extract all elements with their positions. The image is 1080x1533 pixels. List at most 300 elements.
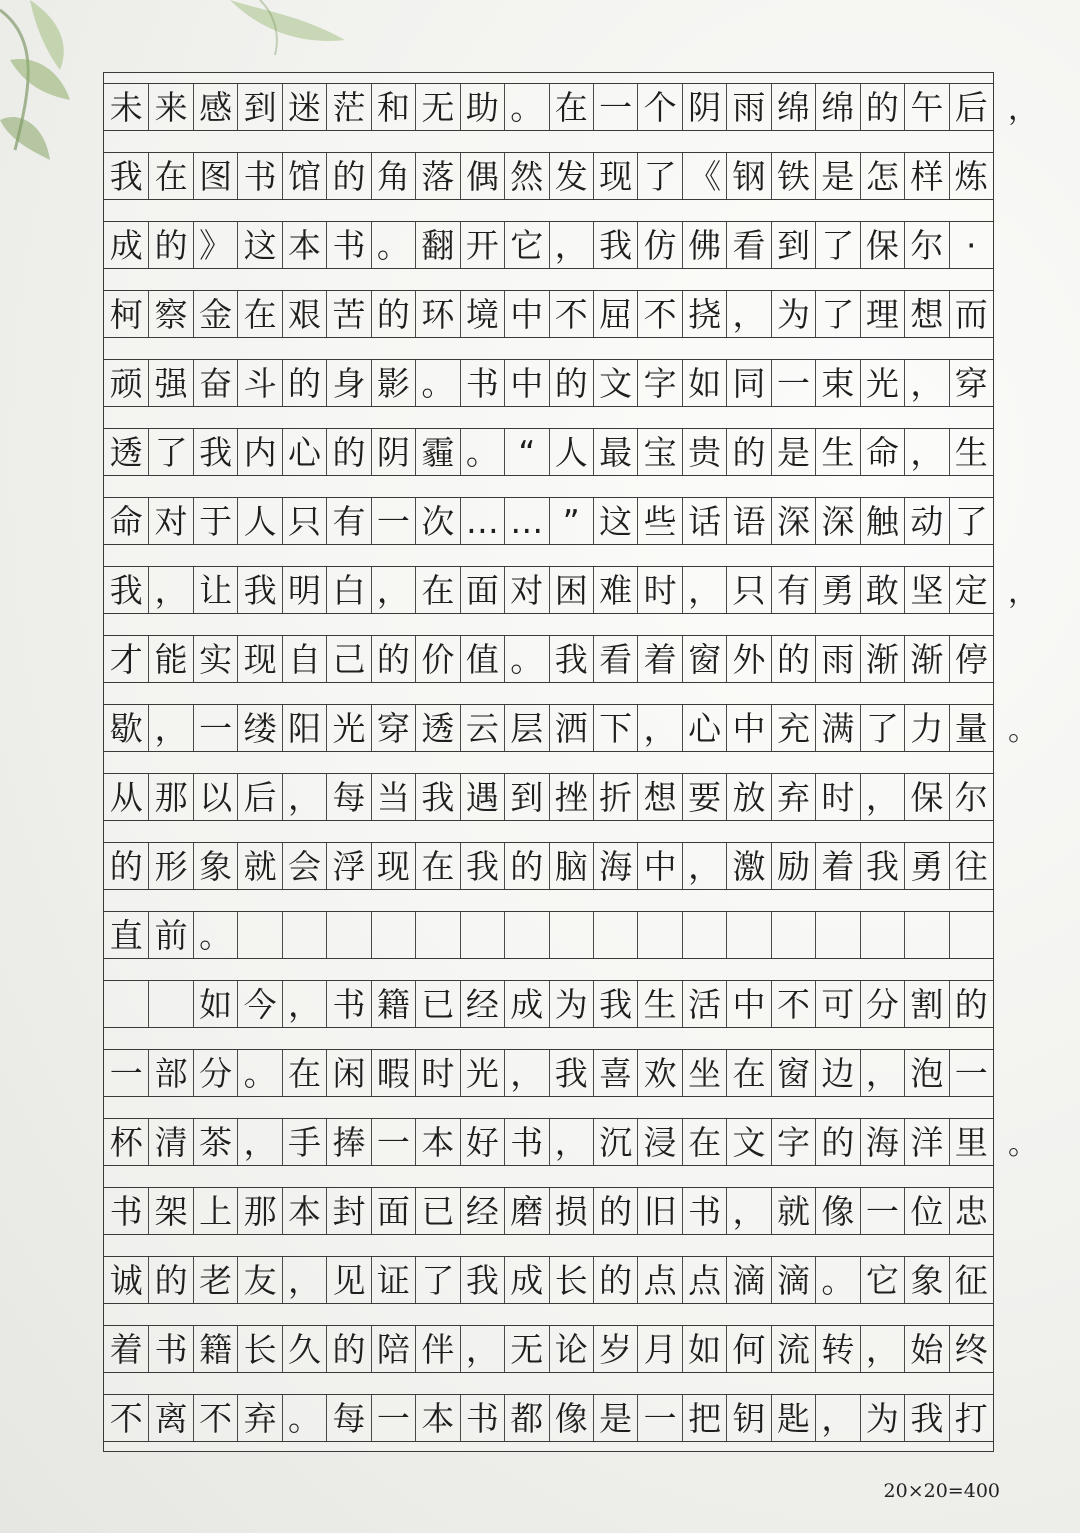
grid-row (104, 566, 993, 614)
grid-cell: 内 (237, 429, 281, 475)
grid-cell: 直 (109, 915, 143, 955)
grid-cell: 流 (771, 1326, 815, 1372)
grid-cell: 勇 (904, 843, 948, 889)
grid-cell (771, 912, 815, 958)
grid-cell: ， (282, 981, 326, 1027)
grid-cell: 论 (549, 1326, 593, 1372)
grid-row (104, 359, 993, 407)
grid-cell: 困 (549, 567, 593, 613)
grid-cell: 友 (237, 1257, 281, 1303)
grid-cell: 可 (815, 981, 859, 1027)
grid-cell: 着 (815, 843, 859, 889)
grid-cell: 茫 (326, 84, 370, 130)
grid-cell: 。 (282, 1395, 326, 1441)
grid-cell: 绵 (815, 84, 859, 130)
grid-cell: 人 (237, 498, 281, 544)
grid-cell: 光 (460, 1050, 504, 1096)
grid-cell (504, 912, 548, 958)
grid-cell: 苦 (326, 291, 370, 337)
grid-cell: 深 (771, 498, 815, 544)
grid-cell: 我 (860, 843, 904, 889)
grid-cell: 喜 (593, 1050, 637, 1096)
grid-cell: 本 (415, 1119, 459, 1165)
grid-cell: 雨 (815, 636, 859, 682)
grid-cell: 不 (771, 981, 815, 1027)
grid-cell: 边 (815, 1050, 859, 1096)
grid-cell: 就 (237, 843, 281, 889)
grid-cell: 见 (326, 1257, 370, 1303)
grid-cell: 经 (460, 1188, 504, 1234)
grid-cell: 一 (771, 360, 815, 406)
grid-cell: 在 (726, 1050, 770, 1096)
grid-cell: 的 (371, 291, 415, 337)
grid-cell: 时 (637, 567, 681, 613)
grid-cell: 激 (726, 843, 770, 889)
grid-cell: … (460, 498, 504, 544)
grid-cell: 现 (371, 843, 415, 889)
grid-cell: ， (726, 291, 770, 337)
grid-cell: 匙 (771, 1395, 815, 1441)
grid-cell: 的 (371, 636, 415, 682)
grid-cell: ， (371, 567, 415, 613)
grid-cell (326, 912, 370, 958)
grid-cell: 这 (237, 222, 281, 268)
grid-cell: 久 (282, 1326, 326, 1372)
grid-cell: 实 (193, 636, 237, 682)
grid-row (104, 635, 993, 683)
grid-cell: 以 (193, 774, 237, 820)
grid-cell: 理 (860, 291, 904, 337)
grid-cell: 渐 (904, 636, 948, 682)
grid-cell: 量 (949, 705, 993, 751)
grid-cell: 艰 (282, 291, 326, 337)
grid-cell: 雨 (726, 84, 770, 130)
grid-cell: 封 (326, 1188, 370, 1234)
grid-cell: 证 (371, 1257, 415, 1303)
grid-row (104, 1325, 993, 1373)
grid-cell: 。 (371, 222, 415, 268)
grid-cell: 活 (682, 981, 726, 1027)
grid-cell: 的 (860, 84, 904, 130)
grid-cell: 些 (637, 498, 681, 544)
grid-cell: 价 (415, 636, 459, 682)
grid-cell: 终 (949, 1326, 993, 1372)
grid-cell (282, 912, 326, 958)
grid-cell: 茶 (193, 1119, 237, 1165)
grid-row (104, 428, 993, 476)
grid-cell: 了 (949, 498, 993, 544)
grid-cell: 面 (460, 567, 504, 613)
grid-cell: 斗 (237, 360, 281, 406)
grid-cell: 顽 (109, 363, 143, 403)
grid-cell: 的 (148, 1257, 192, 1303)
grid-cell: 到 (237, 84, 281, 130)
grid-cell: 尔 (904, 222, 948, 268)
grid-cell: 经 (460, 981, 504, 1027)
grid-cell: 来 (148, 84, 192, 130)
grid-cell: 书 (326, 222, 370, 268)
grid-cell: 触 (860, 498, 904, 544)
grid-cell: 象 (193, 843, 237, 889)
grid-cell: 而 (949, 291, 993, 337)
grid-cell: 阳 (282, 705, 326, 751)
grid-cell: 坐 (682, 1050, 726, 1096)
grid-cell: 尔 (949, 774, 993, 820)
grid-cell: 的 (771, 636, 815, 682)
grid-cell: ， (815, 1395, 859, 1441)
grid-cell: 有 (771, 567, 815, 613)
grid-cell: 次 (415, 498, 459, 544)
grid-cell: 深 (815, 498, 859, 544)
grid-cell: 想 (904, 291, 948, 337)
grid-cell: 的 (726, 429, 770, 475)
grid-cell (104, 981, 148, 1027)
grid-cell: 对 (504, 567, 548, 613)
grid-cell: 后 (237, 774, 281, 820)
grid-cell: 老 (193, 1257, 237, 1303)
grid-cell: 到 (504, 774, 548, 820)
grid-cell: 分 (193, 1050, 237, 1096)
grid-row (104, 221, 993, 269)
grid-cell: 着 (109, 1329, 143, 1369)
grid-cell: 为 (549, 981, 593, 1027)
grid-cell: 每 (326, 1395, 370, 1441)
grid-cell: 我 (593, 222, 637, 268)
grid-cell: 的 (593, 1188, 637, 1234)
grid-cell: 屈 (593, 291, 637, 337)
manuscript-grid-paper (103, 72, 994, 1452)
grid-cell: 书 (460, 1395, 504, 1441)
grid-cell: 仿 (637, 222, 681, 268)
grid-cell: 勇 (815, 567, 859, 613)
grid-cell: 绵 (771, 84, 815, 130)
grid-cell: 。 (504, 636, 548, 682)
grid-cell: 的 (593, 1257, 637, 1303)
margin-punctuation: ， (1008, 575, 1038, 610)
grid-cell: 像 (815, 1188, 859, 1234)
grid-cell: 陪 (371, 1326, 415, 1372)
grid-cell: 书 (326, 981, 370, 1027)
margin-punctuation: ， (1008, 92, 1038, 127)
grid-cell: 在 (415, 843, 459, 889)
grid-cell (148, 981, 192, 1027)
grid-cell: 暇 (371, 1050, 415, 1096)
grid-cell: 长 (237, 1326, 281, 1372)
grid-cell (949, 912, 993, 958)
grid-cell: 本 (415, 1395, 459, 1441)
grid-cell: 歇 (109, 708, 143, 748)
grid-cell: 中 (504, 291, 548, 337)
grid-row (104, 1049, 993, 1097)
grid-cell: 伴 (415, 1326, 459, 1372)
grid-cell: 中 (637, 843, 681, 889)
grid-cell: 到 (771, 222, 815, 268)
grid-cell: ， (682, 567, 726, 613)
grid-cell: 洋 (904, 1119, 948, 1165)
grid-cell: 。 (415, 360, 459, 406)
grid-cell: 弃 (237, 1395, 281, 1441)
grid-cell: 一 (593, 84, 637, 130)
grid-cell: 生 (637, 981, 681, 1027)
grid-cell: 文 (726, 1119, 770, 1165)
grid-cell (726, 912, 770, 958)
grid-cell: 要 (682, 774, 726, 820)
grid-cell: 着 (637, 636, 681, 682)
grid-cell (593, 912, 637, 958)
grid-cell: 成 (504, 1257, 548, 1303)
grid-cell: 的 (282, 360, 326, 406)
grid-cell: 沉 (593, 1119, 637, 1165)
grid-cell: 柯 (109, 294, 143, 334)
grid-row (104, 842, 993, 890)
grid-cell: 何 (726, 1326, 770, 1372)
grid-cell: 在 (415, 567, 459, 613)
grid-cell: 旧 (637, 1188, 681, 1234)
grid-cell: 捧 (326, 1119, 370, 1165)
grid-cell: 光 (860, 360, 904, 406)
grid-cell: 字 (637, 360, 681, 406)
grid-cell: 定 (949, 567, 993, 613)
grid-cell: 只 (726, 567, 770, 613)
grid-cell: ， (282, 1257, 326, 1303)
grid-cell: 环 (415, 291, 459, 337)
grid-cell: 手 (282, 1119, 326, 1165)
grid-cell: ， (904, 429, 948, 475)
grid-cell: 怎 (860, 153, 904, 199)
grid-cell: 我 (415, 774, 459, 820)
grid-cell: 有 (326, 498, 370, 544)
grid-cell: 一 (109, 1053, 143, 1093)
grid-cell (371, 912, 415, 958)
grid-cell: 是 (593, 1395, 637, 1441)
grid-cell: 阴 (682, 84, 726, 130)
grid-cell: 图 (193, 153, 237, 199)
grid-cell: 贵 (682, 429, 726, 475)
grid-cell: 中 (726, 981, 770, 1027)
grid-cell: 境 (460, 291, 504, 337)
grid-cell: 未 (109, 87, 143, 127)
grid-cell: 磨 (504, 1188, 548, 1234)
grid-cell: 泡 (904, 1050, 948, 1096)
grid-cell: 人 (549, 429, 593, 475)
grid-cell: 敢 (860, 567, 904, 613)
grid-cell: ， (637, 705, 681, 751)
grid-cell: 一 (371, 1119, 415, 1165)
grid-cell: 己 (326, 636, 370, 682)
grid-row (104, 773, 993, 821)
grid-cell: 开 (460, 222, 504, 268)
grid-cell: 》 (193, 222, 237, 268)
grid-cell: 不 (549, 291, 593, 337)
grid-cell: 部 (148, 1050, 192, 1096)
grid-cell: 窗 (771, 1050, 815, 1096)
grid-cell: 当 (371, 774, 415, 820)
grid-cell: 为 (771, 291, 815, 337)
grid-row (104, 980, 993, 1028)
grid-cell: 。 (460, 429, 504, 475)
grid-cell: 穿 (949, 360, 993, 406)
grid-cell: 挠 (682, 291, 726, 337)
grid-cell: 一 (860, 1188, 904, 1234)
grid-cell: 滴 (771, 1257, 815, 1303)
grid-cell: 命 (860, 429, 904, 475)
grid-cell: 中 (504, 360, 548, 406)
grid-cell: 。 (193, 912, 237, 958)
grid-cell: 象 (904, 1257, 948, 1303)
margin-punctuation: 。 (1008, 713, 1038, 748)
grid-cell (460, 912, 504, 958)
grid-cell: 岁 (593, 1326, 637, 1372)
grid-cell: 书 (682, 1188, 726, 1234)
grid-cell: 时 (415, 1050, 459, 1096)
grid-cell: 一 (193, 705, 237, 751)
grid-cell: 感 (193, 84, 237, 130)
grid-cell: 折 (593, 774, 637, 820)
grid-cell: 察 (148, 291, 192, 337)
grid-cell: 了 (148, 429, 192, 475)
grid-cell: 后 (949, 84, 993, 130)
grid-cell: ， (282, 774, 326, 820)
grid-cell: 浸 (637, 1119, 681, 1165)
grid-cell: 的 (504, 843, 548, 889)
grid-cell: ， (148, 705, 192, 751)
grid-cell: 值 (460, 636, 504, 682)
grid-cell: 征 (949, 1257, 993, 1303)
grid-cell: 生 (949, 429, 993, 475)
grid-cell: 我 (193, 429, 237, 475)
grid-cell: 钥 (726, 1395, 770, 1441)
grid-cell: 角 (371, 153, 415, 199)
grid-cell: ， (682, 843, 726, 889)
grid-cell (637, 912, 681, 958)
grid-cell: 会 (282, 843, 326, 889)
grid-cell: 馆 (282, 153, 326, 199)
grid-cell: 本 (282, 1188, 326, 1234)
grid-cell: 看 (593, 636, 637, 682)
grid-cell: 现 (237, 636, 281, 682)
grid-cell: 和 (371, 84, 415, 130)
grid-cell: 在 (549, 84, 593, 130)
grid-cell: 的 (326, 153, 370, 199)
grid-cell: 我 (460, 843, 504, 889)
grid-cell: 一 (637, 1395, 681, 1441)
grid-cell: 分 (860, 981, 904, 1027)
grid-cell: 文 (593, 360, 637, 406)
grid-cell (815, 912, 859, 958)
grid-cell: 清 (148, 1119, 192, 1165)
grid-cell (682, 912, 726, 958)
grid-cell: 如 (682, 1326, 726, 1372)
grid-cell: 脑 (549, 843, 593, 889)
grid-cell: 强 (148, 360, 192, 406)
grid-cell: 了 (815, 291, 859, 337)
grid-cell: 宝 (637, 429, 681, 475)
grid-cell: 不 (109, 1398, 143, 1438)
grid-count-label: 20×20=400 (883, 1480, 1000, 1502)
grid-cell: 籍 (371, 981, 415, 1027)
grid-cell: 的 (148, 222, 192, 268)
grid-cell: 我 (904, 1395, 948, 1441)
grid-cell: 一 (371, 1395, 415, 1441)
grid-cell: 在 (282, 1050, 326, 1096)
grid-cell: 落 (415, 153, 459, 199)
grid-cell: ， (726, 1188, 770, 1234)
grid-cell: 动 (904, 498, 948, 544)
grid-cell: 书 (460, 360, 504, 406)
grid-cell: 午 (904, 84, 948, 130)
grid-cell: 才 (109, 639, 143, 679)
grid-cell: 窗 (682, 636, 726, 682)
grid-cell: 透 (415, 705, 459, 751)
grid-cell: 下 (593, 705, 637, 751)
grid-cell: 在 (237, 291, 281, 337)
grid-cell: 了 (637, 153, 681, 199)
grid-cell: 无 (504, 1326, 548, 1372)
grid-cell: 束 (815, 360, 859, 406)
grid-cell: 已 (415, 1188, 459, 1234)
grid-cell: 钢 (726, 153, 770, 199)
grid-cell: 话 (682, 498, 726, 544)
grid-cell: 同 (726, 360, 770, 406)
grid-cell: 放 (726, 774, 770, 820)
grid-cell: 洒 (549, 705, 593, 751)
grid-cell: 像 (549, 1395, 593, 1441)
grid-cell: 霾 (415, 429, 459, 475)
grid-cell: 是 (815, 153, 859, 199)
grid-cell: 《 (682, 153, 726, 199)
grid-cell: ， (148, 567, 192, 613)
grid-cell: 个 (637, 84, 681, 130)
grid-cell: 损 (549, 1188, 593, 1234)
grid-cell: 都 (504, 1395, 548, 1441)
grid-cell: 偶 (460, 153, 504, 199)
grid-cell: 自 (282, 636, 326, 682)
grid-cell: 杯 (109, 1122, 143, 1162)
grid-cell: 明 (282, 567, 326, 613)
grid-cell: 穿 (371, 705, 415, 751)
grid-cell: 从 (109, 777, 143, 817)
margin-punctuation: 。 (1008, 1127, 1038, 1162)
grid-cell: 每 (326, 774, 370, 820)
grid-cell: ” (549, 498, 593, 544)
grid-row (104, 1118, 993, 1166)
grid-cell: 佛 (682, 222, 726, 268)
grid-cell: 我 (549, 1050, 593, 1096)
grid-cell: 透 (109, 432, 143, 472)
grid-cell: 只 (282, 498, 326, 544)
grid-cell: 点 (682, 1257, 726, 1303)
grid-cell: ， (460, 1326, 504, 1372)
grid-cell: 我 (460, 1257, 504, 1303)
grid-cell: 了 (860, 705, 904, 751)
grid-row (104, 704, 993, 752)
grid-cell (860, 912, 904, 958)
grid-cell: ， (860, 1050, 904, 1096)
grid-cell: 遇 (460, 774, 504, 820)
grid-cell: 成 (109, 225, 143, 265)
grid-cell: 那 (148, 774, 192, 820)
grid-cell: 。 (504, 84, 548, 130)
grid-cell: · (949, 222, 993, 268)
grid-cell: 今 (237, 981, 281, 1027)
grid-cell: 形 (148, 843, 192, 889)
grid-cell: 前 (148, 912, 192, 958)
grid-cell: ， (860, 774, 904, 820)
grid-cell: 样 (904, 153, 948, 199)
grid-cell: 我 (109, 570, 143, 610)
grid-cell: 我 (593, 981, 637, 1027)
grid-cell: 架 (148, 1188, 192, 1234)
